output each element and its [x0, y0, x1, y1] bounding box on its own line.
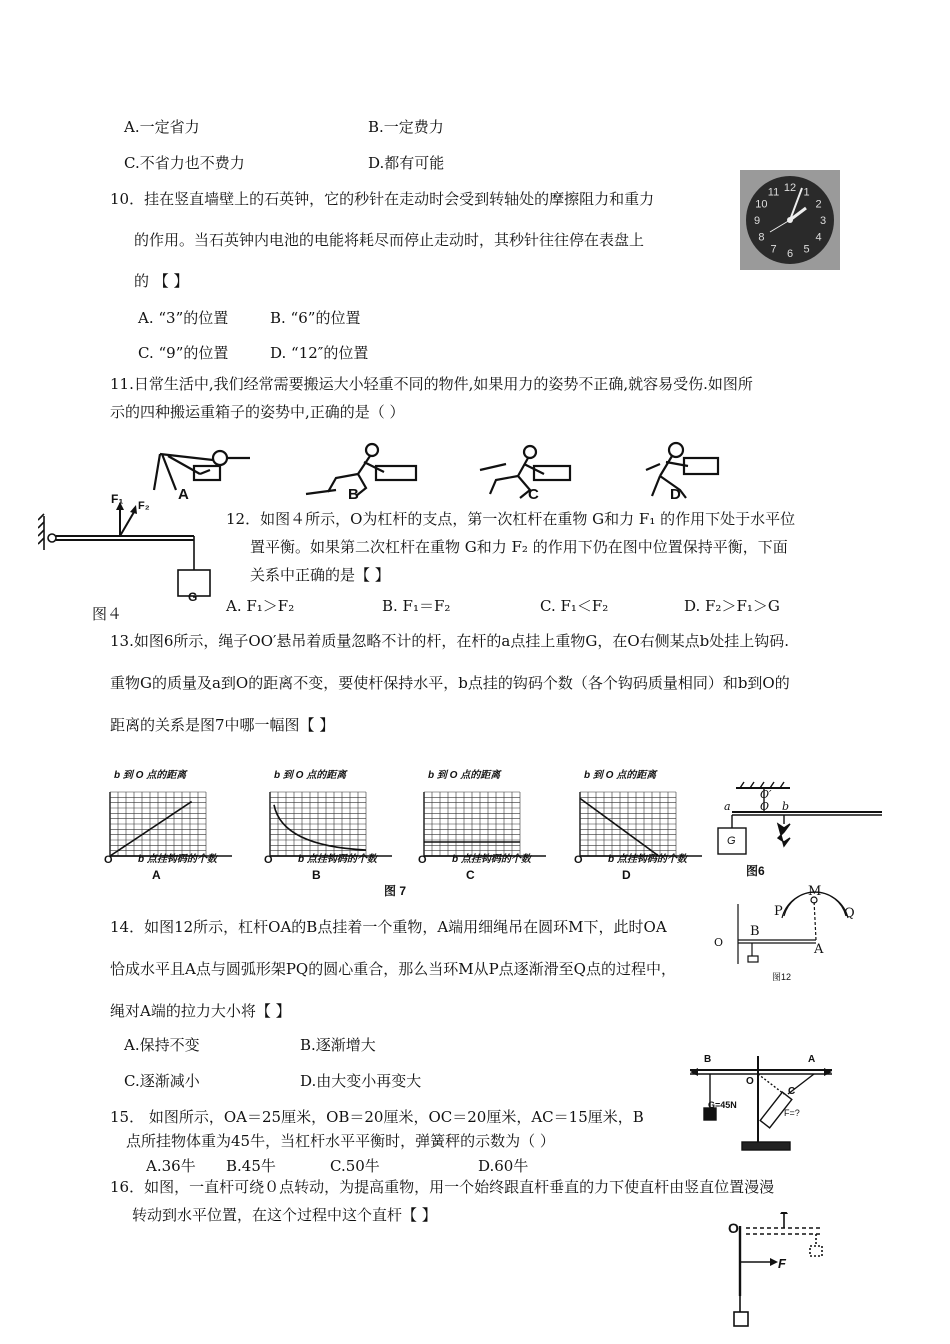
lifting-postures-svg: [140, 440, 760, 502]
fig12-lever: [712, 884, 862, 988]
fig6-lever: [712, 780, 884, 880]
q10-option-b: B. “6”的位置: [270, 309, 361, 327]
q13-line2: 重物G的质量及a到O的距离不变，要使杆保持水平，b点挂的钩码个数（各个钩码质量相同）和b到O的: [110, 674, 790, 692]
graph-curve: [274, 805, 366, 850]
fig6-a-label: a: [724, 800, 731, 813]
fig12-b-label: B: [750, 924, 760, 939]
force-f2-arrow: [120, 512, 134, 536]
graph-b-origin: O: [264, 854, 273, 866]
graph-c-xlabel: b 点挂钩码的个数: [452, 854, 531, 865]
graph-b: [260, 770, 410, 890]
clock-number: 1: [803, 186, 810, 199]
q10-option-c: C. “9”的位置: [138, 344, 229, 362]
graph-a-svg: [100, 784, 250, 884]
q11-label-a: A: [178, 486, 189, 503]
q11-line1: 11.日常生活中,我们经常需要搬运大小轻重不同的物件,如果用力的姿势不正确,就容易受伤.如图所: [110, 375, 753, 393]
graph-b-letter: B: [312, 868, 321, 882]
q11-label-b: B: [348, 486, 359, 503]
fig4-caption: 图４: [92, 606, 123, 623]
clock-center: [787, 217, 793, 223]
graph-a-origin: O: [104, 854, 113, 866]
fig6-g-label: G: [727, 835, 736, 847]
clock-number: 5: [803, 243, 810, 256]
posture-d: [646, 443, 718, 498]
graph-d: [570, 770, 720, 890]
fig4-f1-label: F₁: [111, 492, 124, 506]
q14-option-d: D.由大变小再变大: [300, 1072, 422, 1090]
graph-d-xlabel: b 点挂钩码的个数: [608, 854, 687, 865]
graph-a-letter: A: [152, 868, 161, 882]
fig6-hook-weights: [778, 824, 790, 846]
graph-d-letter: D: [622, 868, 631, 882]
fig6-oprime-label: O′: [760, 788, 772, 801]
posture-a: [154, 451, 250, 490]
fig12-o-label: O: [714, 936, 724, 949]
clock-number: 8: [758, 231, 765, 244]
q12-line1: 12．如图４所示，O为杠杆的支点，第一次杠杆在重物 G和力 F₁ 的作用下处于水平位: [226, 510, 796, 528]
fig4-f2-label: F₂: [138, 500, 150, 512]
q10-option-d: D. “12″的位置: [270, 344, 369, 362]
q12-line3: 关系中正确的是【 】: [250, 566, 390, 584]
q15-svg: [684, 1054, 836, 1154]
q16-f-label: F: [778, 1256, 786, 1271]
graph-c: [414, 770, 564, 890]
clock-number: 12: [783, 182, 797, 194]
graph-c-svg: [414, 784, 564, 884]
graph-c-ylabel: b 到 O 点的距离: [428, 770, 501, 781]
graph-a: [100, 770, 250, 890]
fig6-svg: [712, 780, 884, 864]
q11-line2: 示的四种搬运重箱子的姿势中,正确的是（ ）: [110, 403, 405, 421]
graph-d-svg: [570, 784, 720, 884]
fig12-caption: 图12: [772, 972, 792, 982]
q15-g-label: G=45N: [708, 1100, 737, 1110]
q14-option-b: B.逐渐增大: [300, 1036, 376, 1054]
graph-c-letter: C: [466, 868, 475, 882]
q15-figure: [684, 1054, 836, 1154]
graph-curve: [580, 798, 659, 856]
clock-number: 9: [753, 215, 761, 227]
q14-option-c: C.逐渐减小: [124, 1072, 200, 1090]
graph-curve: [110, 802, 192, 856]
clock-number: 6: [786, 248, 794, 260]
clock-figure: [740, 170, 840, 270]
clock-number: 7: [770, 243, 777, 256]
graph-d-origin: O: [574, 854, 583, 866]
q10-option-a: A. “3”的位置: [138, 309, 229, 327]
q16-o-label: O: [728, 1220, 739, 1236]
q15-option-d: D.60牛: [478, 1157, 529, 1175]
q10-line1: 10．挂在竖直墙壁上的石英钟，它的秒针在走动时会受到转轴处的摩擦阻力和重力: [110, 190, 655, 208]
q15-option-c: C.50牛: [330, 1157, 380, 1175]
q11-label-c: C: [528, 486, 539, 503]
q14-option-a: A.保持不变: [124, 1036, 200, 1054]
q10-line3: 的 【 】: [134, 272, 189, 290]
q16-line1: 16．如图，一直杆可绕０点转动，为提高重物，用一个始终跟直杆垂直的力下使直杆由竖直位置漫漫: [110, 1178, 775, 1196]
q12-option-d: D. F₂＞F₁＞G: [684, 597, 780, 615]
posture-c: [480, 446, 570, 498]
fulcrum-o: [48, 534, 56, 542]
q9-option-c: C.不省力也不费力: [124, 154, 245, 172]
fig12-weight: [748, 956, 758, 962]
fig12-m-label: M: [808, 884, 822, 899]
clock-number: 11: [767, 186, 780, 199]
q12-option-b: B. F₁＝F₂: [382, 597, 451, 615]
graph-a-xlabel: b 点挂钩码的个数: [138, 854, 217, 865]
q12-option-c: C. F₁＜F₂: [540, 597, 609, 615]
q9-option-d: D.都有可能: [368, 154, 445, 172]
clock-number: 3: [819, 215, 827, 227]
graph-c-origin: O: [418, 854, 427, 866]
graph-a-ylabel: b 到 O 点的距离: [114, 770, 187, 781]
q11-label-d: D: [670, 486, 681, 503]
clock-number: 10: [755, 198, 768, 211]
fig7-caption: 图 7: [384, 884, 407, 898]
q14-line2: 恰成水平且A点与圆弧形架PQ的圆心重合，那么当环M从P点逐渐滑至Q点的过程中，: [110, 960, 676, 978]
q11-figures: [140, 440, 760, 502]
q15-stand-base: [742, 1142, 790, 1150]
q15-option-a: A.36牛: [146, 1157, 196, 1175]
q15-f-label: F=?: [784, 1108, 800, 1118]
fig12-a-label: A: [814, 942, 824, 957]
q16-figure: [726, 1212, 836, 1332]
q15-line2: 点所挂物体重为45牛，当杠杆水平平衡时，弹簧秤的示数为（ ）: [126, 1132, 555, 1150]
q9-option-b: B.一定费力: [368, 118, 444, 136]
q15-b-label: B: [704, 1054, 712, 1065]
q15-option-b: B.45牛: [226, 1157, 276, 1175]
graph-b-svg: [260, 784, 410, 884]
q15-c-label: C: [788, 1086, 796, 1097]
q15-line1: 15． 如图所示，OA＝25厘米，OB＝20厘米，OC＝20厘米，AC＝15厘米，B: [110, 1108, 644, 1126]
q10-line2: 的作用。当石英钟内电池的电能将耗尽而停止走动时，其秒针往往停在表盘上: [134, 231, 645, 249]
q13-line1: 13.如图6所示，绳子OO′悬吊着质量忽略不计的杆，在杆的a点挂上重物G，在O右侧某点b处挂上钩码.: [110, 632, 789, 650]
fig12-q-label: Q: [844, 906, 855, 921]
clock-svg: [740, 170, 840, 270]
graph-b-xlabel: b 点挂钩码的个数: [298, 854, 377, 865]
q14-line1: 14．如图12所示，杠杆OA的B点挂着一个重物，A端用细绳吊在圆环M下，此时OA: [110, 918, 667, 936]
fig6-caption: 图6: [746, 864, 765, 878]
fig4-svg: [38, 494, 218, 604]
posture-b: [306, 444, 416, 496]
q12-option-a: A. F₁＞F₂: [226, 597, 295, 615]
fig12-p-label: P: [774, 904, 783, 919]
fig4-lever: [38, 494, 218, 624]
q12-line2: 置平衡。如果第二次杠杆在重物 G和力 F₂ 的作用下仍在图中位置保持平衡，下面: [250, 538, 788, 556]
q16-svg: [726, 1212, 836, 1332]
graph-b-ylabel: b 到 O 点的距离: [274, 770, 347, 781]
graph-d-ylabel: b 到 O 点的距离: [584, 770, 657, 781]
clock-number: 4: [815, 231, 822, 244]
fig6-b-label: b: [782, 800, 790, 813]
clock-number: 2: [815, 198, 822, 211]
q13-line3: 距离的关系是图7中哪一幅图【 】: [110, 716, 335, 734]
q14-line3: 绳对A端的拉力大小将【 】: [110, 1002, 291, 1020]
fig4-g-label: G: [188, 590, 198, 604]
q9-option-a: A.一定省力: [124, 118, 200, 136]
fig12-svg: [712, 884, 862, 974]
q15-o-label: O: [746, 1076, 754, 1087]
q16-line2: 转动到水平位置，在这个过程中这个直杆【 】: [132, 1206, 437, 1224]
fig6-o-label: O: [760, 800, 770, 813]
q16-weight: [734, 1312, 748, 1326]
q15-a-label: A: [808, 1054, 816, 1065]
